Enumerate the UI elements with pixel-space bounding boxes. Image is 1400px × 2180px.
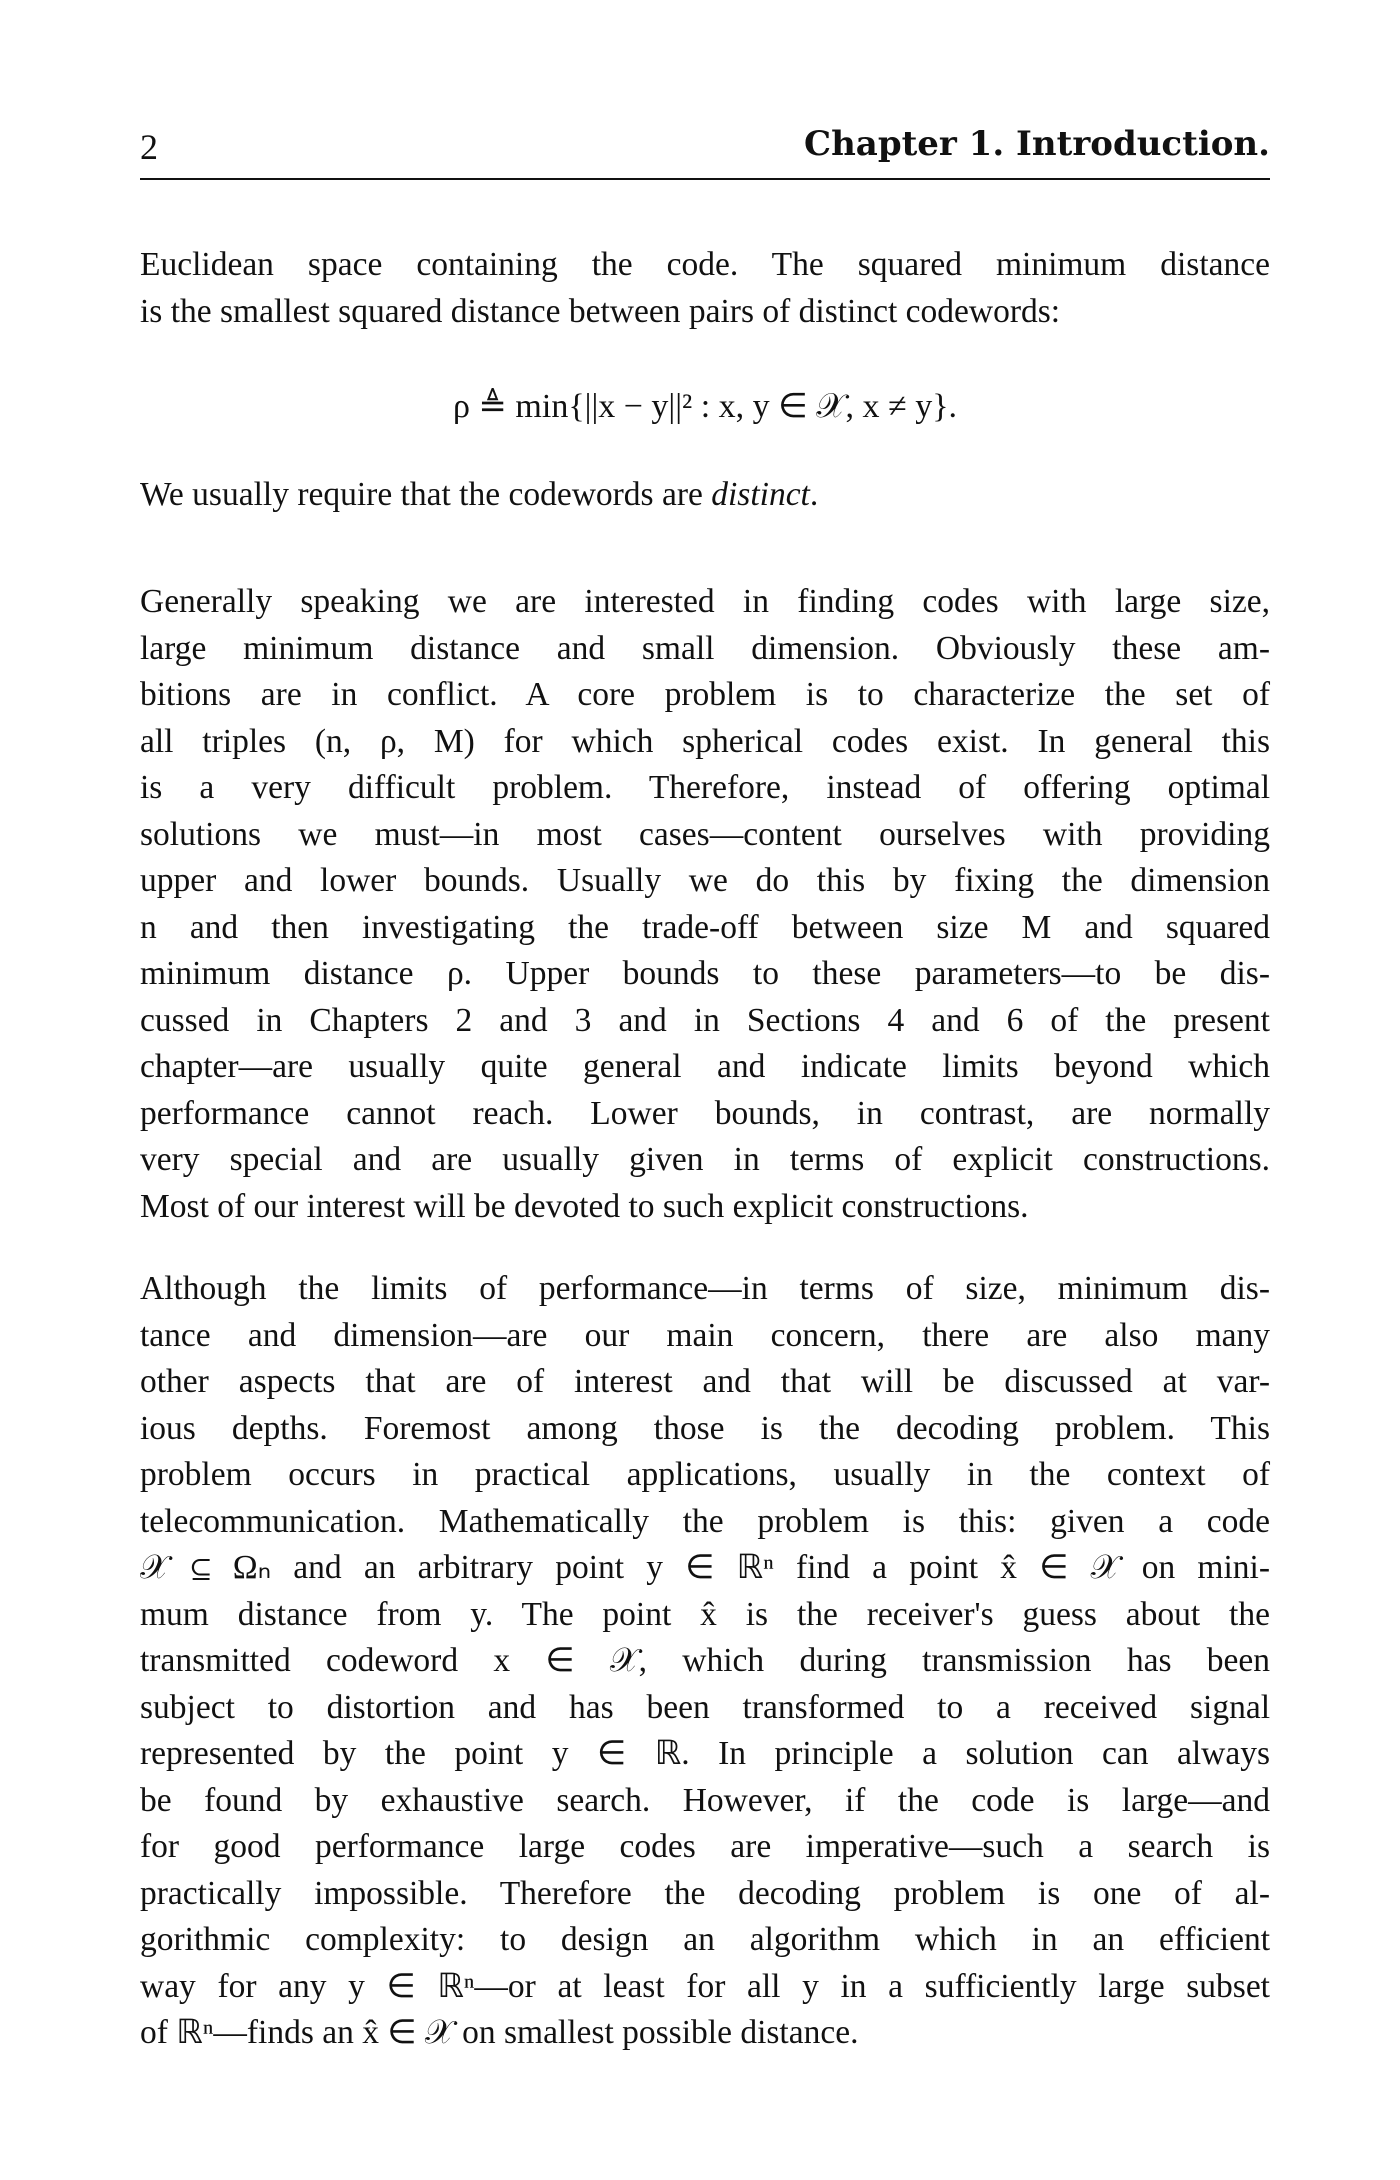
running-head: Chapter 1. Introduction. [804,124,1270,164]
text-line: way for any y ∈ ℝⁿ—or at least for all y in a sufficiently large subset [140,1967,1270,2005]
text-line: mum distance from y. The point x̂ is the receiver's guess about the [140,1595,1270,1633]
text-line: ious depths. Foremost among those is the decoding problem. This [140,1409,1270,1447]
paragraph-3 [140,579,1270,1230]
text-line: chapter—are usually quite general and indicate limits beyond which [140,1048,1270,1085]
text-line: be found by exhaustive search. However, if the code is large—and [140,1781,1270,1819]
paragraph-4 [140,1266,1270,2057]
equation-text: ρ ≜ min{||x − y||² : x, y ∈ 𝒳, x ≠ y}. [452,388,958,425]
text-line: is a very difficult problem. Therefore, instead of offering optimal [140,769,1270,806]
text-line: gorithmic complexity: to design an algorithm which in an efficient [140,1921,1270,1958]
text-line: upper and lower bounds. Usually we do this by fixing the dimension [140,862,1270,899]
text-line: Euclidean space containing the code. The squared minimum distance [140,246,1270,283]
text-line: very special and are usually given in terms of explicit constructions. [140,1141,1270,1178]
emphasis-distinct: distinct [711,476,810,513]
text-run: . [809,476,819,513]
page-number: 2 [140,127,158,167]
text-line: large minimum distance and small dimension. Obviously these am- [140,629,1270,667]
text-line: tance and dimension—are our main concern, there are also many [140,1316,1270,1354]
text-run: We usually require that the codewords are [140,476,712,513]
text-line: performance cannot reach. Lower bounds, in contrast, are normally [140,1094,1270,1132]
text-line: 𝒳 ⊆ Ωₙ and an arbitrary point y ∈ ℝⁿ find a point x̂ ∈ 𝒳 on mini- [140,1549,1270,1586]
text-line: problem occurs in practical applications, usually in the context of [140,1456,1270,1493]
text-line: solutions we must—in most cases—content ourselves with providing [140,815,1270,853]
text-line: other aspects that are of interest and that will be discussed at var- [140,1363,1270,1400]
text-line: telecommunication. Mathematically the problem is this: given a code [140,1502,1270,1540]
text-line: Most of our interest will be devoted to such explicit constructions. [140,1187,1029,1225]
text-line: Generally speaking we are interested in finding codes with large size, [140,583,1270,620]
text-line: cussed in Chapters 2 and 3 and in Sections 4 and 6 of the present [140,1001,1270,1039]
text-line: of ℝⁿ—finds an x̂ ∈ 𝒳 on smallest possible distance. [140,2014,859,2051]
paragraph-2 [140,472,1270,519]
text-line: represented by the point y ∈ ℝ. In principle a solution can always [140,1735,1270,1772]
equation-min-distance [140,384,1270,430]
paragraph-1 [140,242,1270,335]
text-line: minimum distance ρ. Upper bounds to these parameters—to be dis- [140,955,1270,992]
text-line: subject to distortion and has been transformed to a received signal [140,1688,1270,1726]
text-line: Although the limits of performance—in terms of size, minimum dis- [140,1270,1270,1307]
text-line: is the smallest squared distance between pairs of distinct codewords: [140,292,1061,330]
text-line: bitions are in conflict. A core problem is to characterize the set of [140,676,1270,713]
text-line: n and then investigating the trade-off between size M and squared [140,908,1270,946]
text-line [140,472,1270,519]
text-line: for good performance large codes are imperative—such a search is [140,1828,1270,1865]
page-header [140,118,1270,180]
text-line: practically impossible. Therefore the decoding problem is one of al- [140,1874,1270,1912]
text-line: transmitted codeword x ∈ 𝒳, which during transmission has been [140,1642,1270,1679]
text-line: all triples (n, ρ, M) for which spherical codes exist. In general this [140,722,1270,760]
